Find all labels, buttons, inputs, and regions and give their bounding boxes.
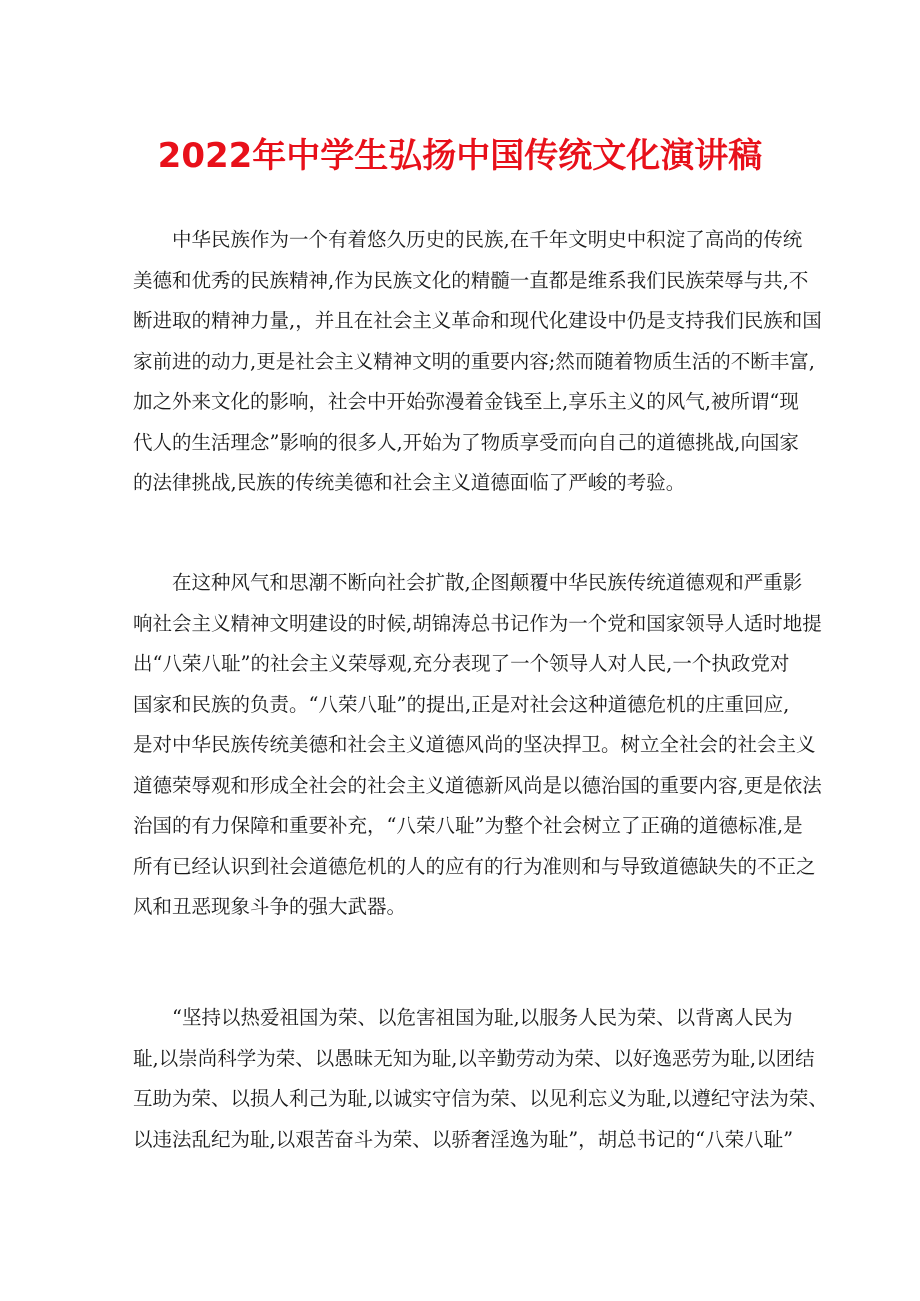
paragraph-line: 中华民族作为一个有着悠久历史的民族,在千年文明史中积淀了高尚的传统 xyxy=(133,228,803,251)
paragraph-line: 加之外来文化的影响，社会中开始弥漫着金钱至上,享乐主义的风气,被所谓“现 xyxy=(133,390,799,413)
paragraph-line: 美德和优秀的民族精神,作为民族文化的精髓一直都是维系我们民族荣辱与共,不 xyxy=(133,268,809,292)
paragraph-line: 所有已经认识到社会道德危机的人的应有的行为准则和与导致道德缺失的不正之 xyxy=(133,854,816,878)
paragraph-line: 道德荣辱观和形成全社会的社会主义道德新风尚是以德治国的重要内容,更是依法 xyxy=(133,773,822,797)
paragraph-line: 的法律挑战,民族的传统美德和社会主义道德面临了严峻的考验。 xyxy=(133,471,686,494)
document-title: 2022年中学生弘扬中国传统文化演讲稿 xyxy=(157,136,763,176)
paragraph-line: 国家和民族的负责。“八荣八耻”的提出,正是对社会这种道德危机的庄重回应, xyxy=(133,692,790,716)
paragraph-2 xyxy=(133,563,822,928)
paragraph-line: 耻,以崇尚科学为荣、以愚昧无知为耻,以辛勤劳动为荣、以好逸恶劳为耻,以团结 xyxy=(133,1046,815,1070)
paragraph-line: 是对中华民族传统美德和社会主义道德风尚的坚决捍卫。树立全社会的社会主义 xyxy=(133,733,816,756)
paragraph-line: 风和丑恶现象斗争的强大武器。 xyxy=(133,895,407,918)
paragraph-line: 响社会主义精神文明建设的时候,胡锦涛总书记作为一个党和国家领导人适时地提 xyxy=(133,611,822,635)
paragraph-line: 出“八荣八耻”的社会主义荣辱观,充分表现了一个领导人对人民,一个执政党对 xyxy=(133,652,790,675)
paragraph-line: 断进取的精神力量,，并且在社会主义革命和现代化建设中仍是支持我们民族和国 xyxy=(133,309,822,332)
paragraph-line: 以违法乱纪为耻,以艰苦奋斗为荣、以骄奢淫逸为耻”，胡总书记的“八荣八耻” xyxy=(133,1127,794,1151)
paragraph-line: “坚持以热爱祖国为荣、以危害祖国为耻,以服务人民为荣、以背离人民为 xyxy=(133,1006,793,1029)
paragraph-line: 互助为荣、以损人利己为耻,以诚实守信为荣、以见利忘义为耻,以遵纪守法为荣、 xyxy=(133,1087,828,1110)
paragraph-1 xyxy=(133,220,822,504)
paragraph-line: 治国的有力保障和重要补充，“八荣八耻”为整个社会树立了正确的道德标准,是 xyxy=(133,814,803,837)
paragraph-line: 代人的生活理念”影响的很多人,开始为了物质享受而向自己的道德挑战,向国家 xyxy=(133,430,799,454)
paragraph-line: 在这种风气和思潮不断向社会扩散,企图颠覆中华民族传统道德观和严重影 xyxy=(133,571,803,594)
paragraph-line: 家前进的动力,更是社会主义精神文明的重要内容;然而随着物质生活的不断丰富, xyxy=(133,349,815,373)
paragraph-3 xyxy=(133,998,828,1160)
